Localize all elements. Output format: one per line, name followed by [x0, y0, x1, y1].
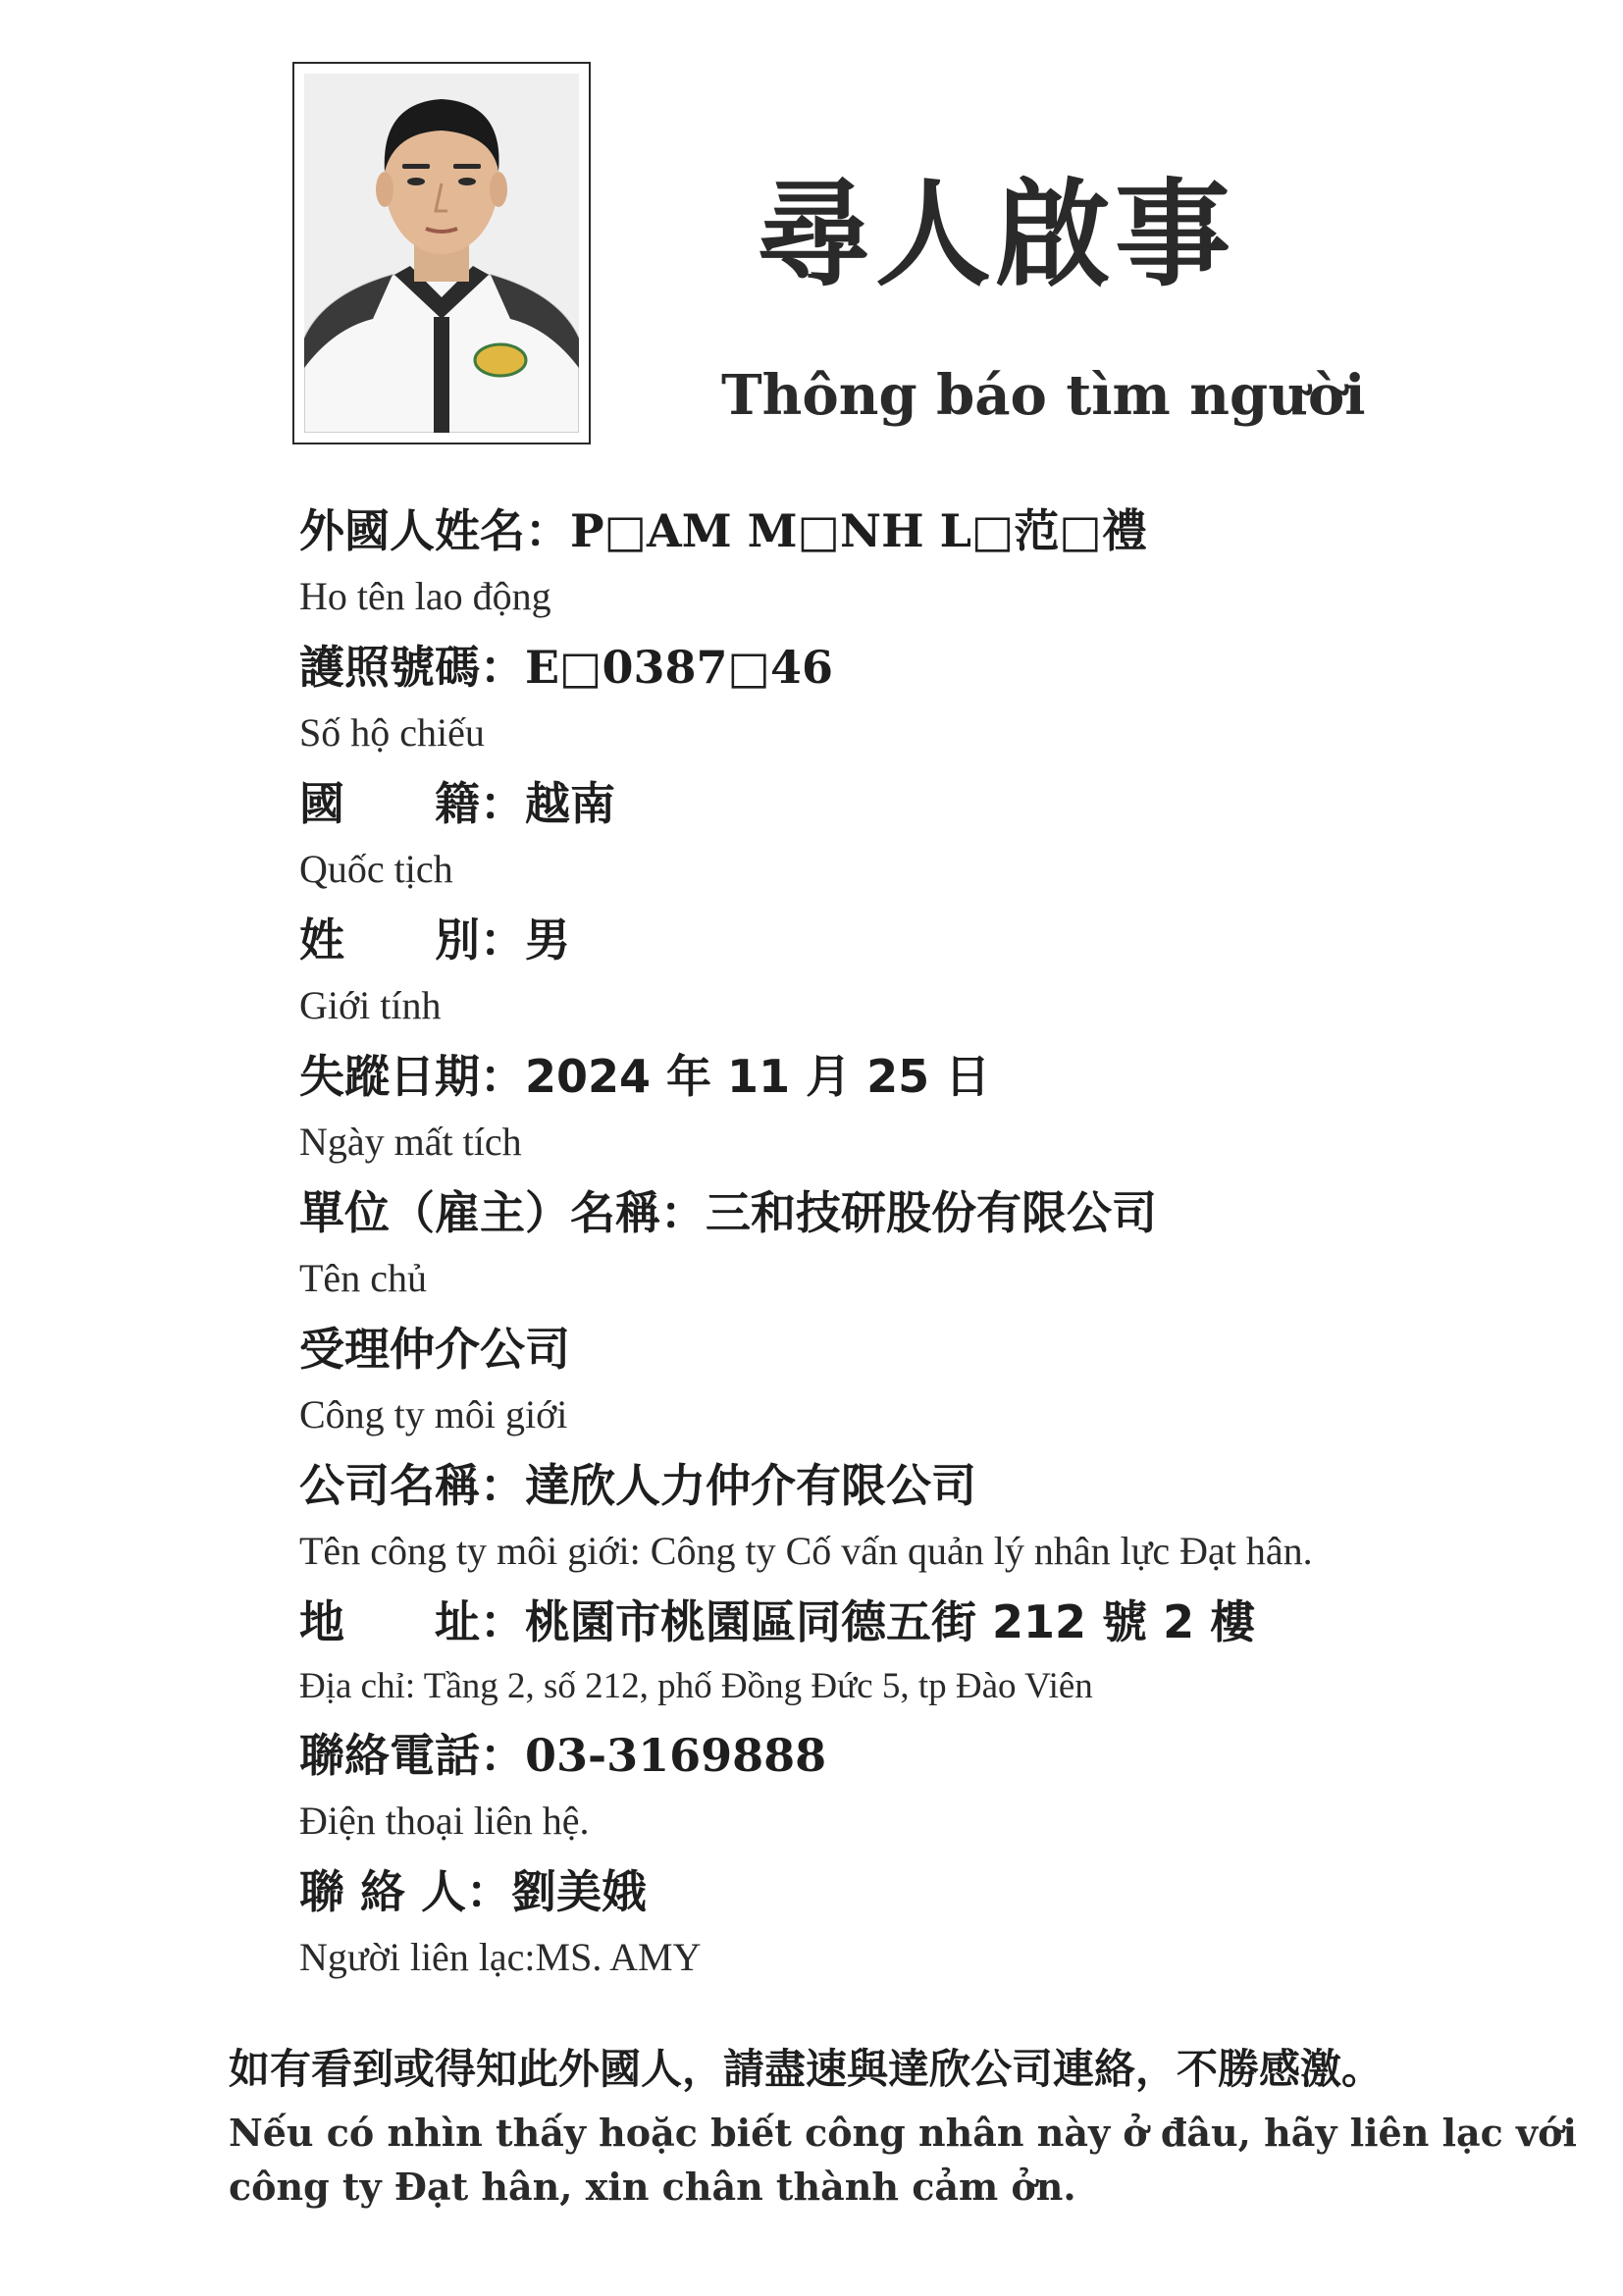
field-passport — [299, 641, 834, 694]
field-missing-date — [299, 1050, 991, 1103]
field-agency-heading — [299, 1323, 570, 1376]
footer-notice-zh: 如有看到或得知此外國人，請盡速與達欣公司連絡，不勝感激。 — [229, 2045, 1384, 2093]
field-agency-heading-translation: Công ty môi giới — [299, 1392, 568, 1436]
field-name — [299, 504, 1147, 557]
field-employer-translation: Tên chủ — [299, 1256, 427, 1300]
field-nationality-translation: Quốc tịch — [299, 847, 453, 891]
field-phone-label: 聯絡電話： — [299, 1729, 525, 1782]
field-contact-person — [299, 1865, 648, 1918]
field-nationality-value: 越南 — [525, 777, 615, 830]
field-passport-value: E□0387□46 — [525, 641, 834, 694]
field-passport-label: 護照號碼： — [299, 641, 525, 694]
field-address-value: 桃園市桃園區同德五街 212 號 2 樓 — [525, 1595, 1256, 1648]
field-company-name-label: 公司名稱： — [299, 1459, 525, 1512]
field-gender-label: 姓 別： — [299, 913, 525, 966]
field-gender — [299, 913, 570, 966]
field-name-label: 外國人姓名： — [299, 504, 570, 557]
field-name-value: P□AM M□NH L□范□禮 — [570, 504, 1147, 557]
field-passport-translation: Số hộ chiếu — [299, 710, 485, 755]
field-company-name-value: 達欣人力仲介有限公司 — [525, 1459, 976, 1512]
field-employer-value: 三和技研股份有限公司 — [706, 1186, 1157, 1239]
field-contact-person-translation: Người liên lạc:MS. AMY — [299, 1935, 702, 1979]
field-employer — [299, 1186, 1157, 1239]
field-missing-date-translation: Ngày mất tích — [299, 1120, 522, 1164]
field-nationality — [299, 777, 615, 830]
field-gender-translation: Giới tính — [299, 983, 442, 1027]
field-phone-translation: Điện thoại liên hệ. — [299, 1799, 590, 1843]
field-phone-value: 03-3169888 — [525, 1729, 827, 1782]
page-subtitle: Thông báo tìm người — [721, 363, 1366, 428]
field-nationality-label: 國 籍： — [299, 777, 525, 830]
field-contact-person-label: 聯 絡 人： — [299, 1865, 512, 1918]
page-title: 尋人啟事 — [756, 167, 1235, 302]
field-company-name — [299, 1459, 976, 1512]
footer-notice-vi-line1: Nếu có nhìn thấy hoặc biết công nhân này ở đâu, hãy liên lạc với — [229, 2111, 1577, 2155]
field-missing-date-value: 2024 年 11 月 25 日 — [525, 1050, 991, 1103]
field-contact-person-value: 劉美娥 — [511, 1865, 648, 1918]
field-address-label: 地 址： — [299, 1595, 525, 1648]
field-address — [299, 1595, 1256, 1648]
field-employer-label: 單位（雇主）名稱： — [299, 1186, 706, 1239]
field-name-translation: Ho tên lao động — [299, 574, 551, 618]
field-phone — [299, 1729, 827, 1782]
field-address-translation: Địa chỉ: Tầng 2, số 212, phố Đồng Đức 5, tp Đào Viên — [299, 1666, 1093, 1706]
portrait-photo — [292, 62, 591, 444]
field-gender-value: 男 — [525, 913, 570, 966]
field-company-name-translation: Tên công ty môi giới: Công ty Cố vấn quản lý nhân lực Đạt hân. — [299, 1529, 1313, 1573]
field-missing-date-label: 失蹤日期： — [299, 1050, 525, 1103]
footer-notice-vi-line2: công ty Đạt hân, xin chân thành cảm ởn. — [229, 2165, 1076, 2209]
field-agency-heading-label: 受理仲介公司 — [299, 1323, 570, 1376]
portrait-photo-icon — [304, 74, 579, 433]
